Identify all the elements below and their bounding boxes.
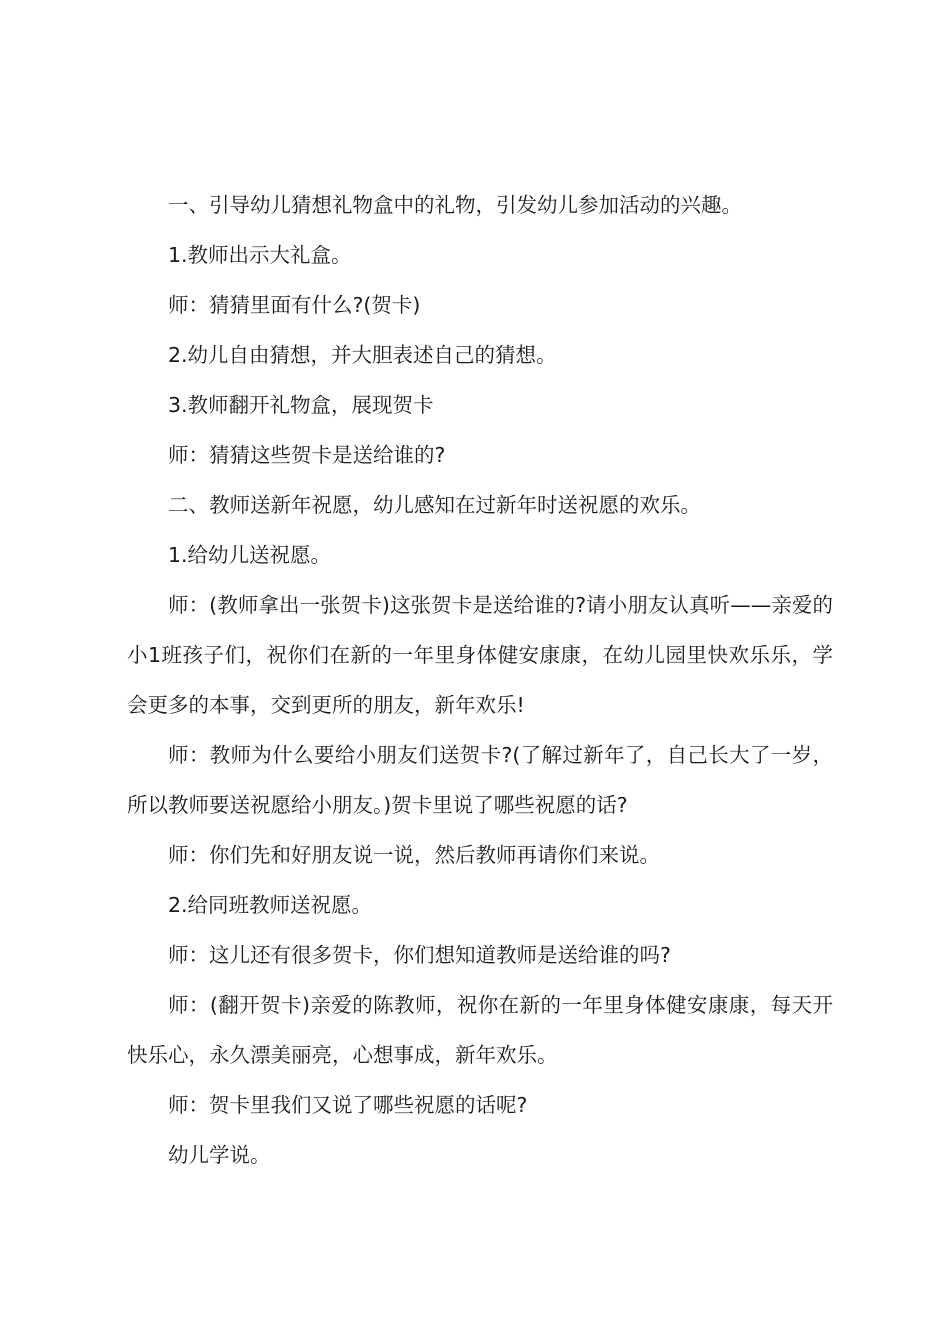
paragraph: 师：教师为什么要给小朋友们送贺卡?(了解过新年了，自己长大了一岁，所以教师要送祝愿给小朋友。)贺卡里说了哪些祝愿的话? — [127, 743, 833, 817]
paragraph: 师：猜猜这些贺卡是送给谁的? — [168, 443, 446, 467]
paragraph: 3.教师翻开礼物盒，展现贺卡 — [168, 393, 434, 417]
paragraph: 二、教师送新年祝愿，幼儿感知在过新年时送祝愿的欢乐。 — [168, 493, 701, 517]
paragraph: 2.幼儿自由猜想，并大胆表述自己的猜想。 — [168, 343, 557, 367]
paragraph: 一、引导幼儿猜想礼物盒中的礼物，引发幼儿参加活动的兴趣。 — [168, 193, 742, 217]
paragraph: 2.给同班教师送祝愿。 — [168, 893, 373, 917]
paragraph: 师：猜猜里面有什么?(贺卡) — [168, 293, 421, 317]
paragraph: 师：贺卡里我们又说了哪些祝愿的话呢? — [168, 1093, 528, 1117]
document-body — [127, 180, 833, 1180]
paragraph: 幼儿学说。 — [168, 1143, 271, 1167]
paragraph: 师：(教师拿出一张贺卡)这张贺卡是送给谁的?请小朋友认真听——亲爱的小1班孩子们，祝你们在新的一年里身体健安康康，在幼儿园里快欢乐乐，学会更多的本事，交到更所的朋友，新年欢乐! — [127, 593, 833, 717]
paragraph: 1.给幼儿送祝愿。 — [168, 543, 332, 567]
paragraph: 师：这儿还有很多贺卡，你们想知道教师是送给谁的吗? — [168, 943, 671, 967]
paragraph: 师：你们先和好朋友说一说，然后教师再请你们来说。 — [168, 843, 660, 867]
paragraph: 1.教师出示大礼盒。 — [168, 243, 352, 267]
paragraph: 师：(翻开贺卡)亲爱的陈教师，祝你在新的一年里身体健安康康，每天开快乐心，永久漂美丽亮，心想事成，新年欢乐。 — [127, 993, 833, 1067]
